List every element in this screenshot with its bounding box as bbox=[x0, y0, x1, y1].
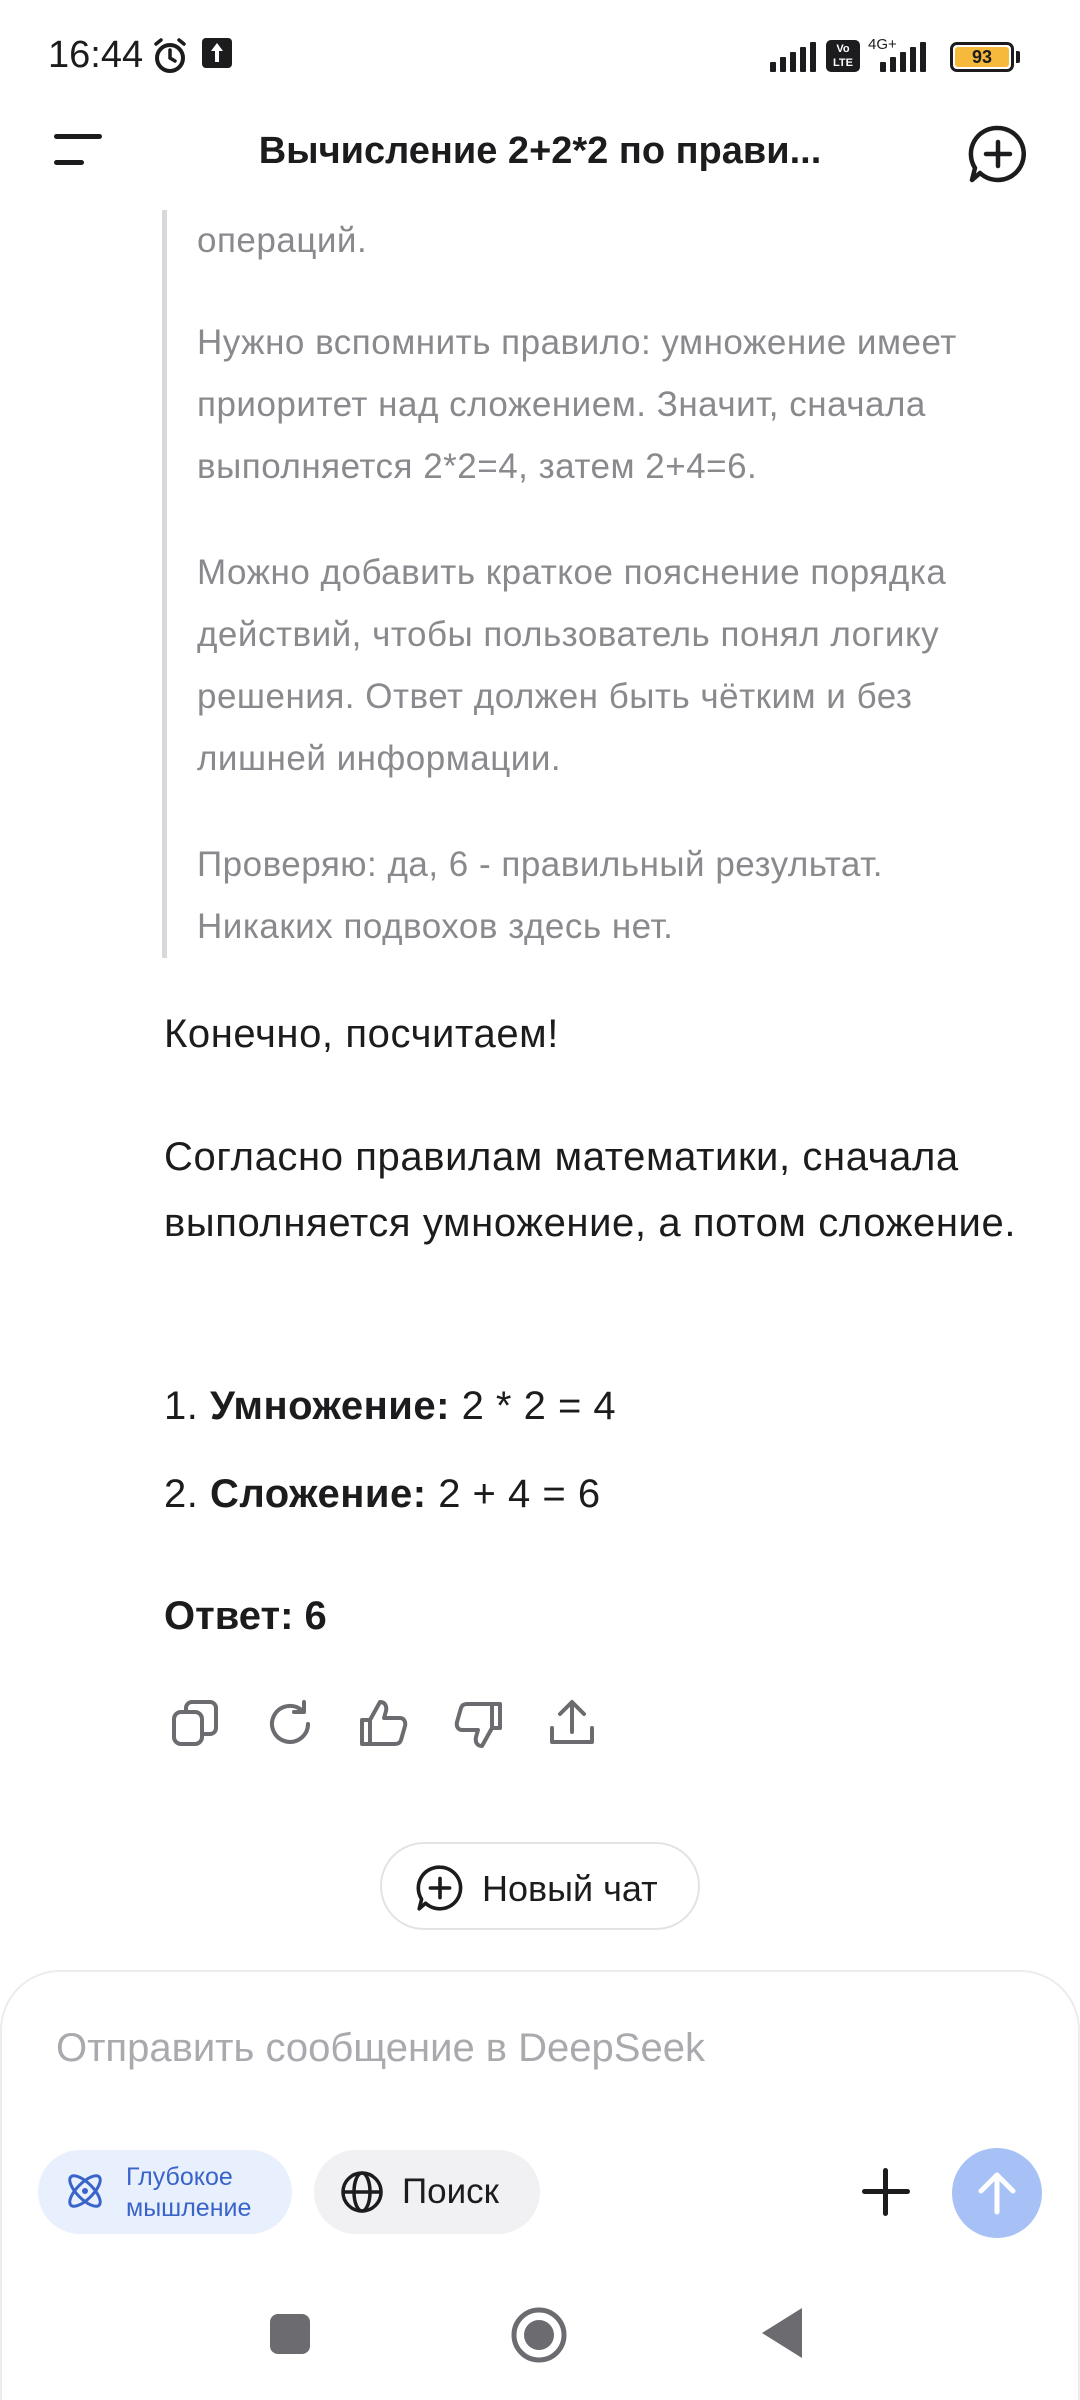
new-chat-icon bbox=[416, 1864, 464, 1912]
copy-icon[interactable] bbox=[168, 1696, 224, 1752]
signal-icon-2 bbox=[880, 40, 926, 72]
deep-think-toggle[interactable] bbox=[38, 2150, 292, 2234]
thinking-block bbox=[162, 210, 1022, 958]
step-expression: 2 + 4 = 6 bbox=[438, 1472, 601, 1516]
attach-button[interactable] bbox=[856, 2162, 916, 2222]
thinking-paragraph: Можно добавить краткое пояснение порядка действий, чтобы пользователь понял логику решения. Ответ должен быть чётким и без лишней информации. bbox=[197, 553, 947, 778]
new-chat-button[interactable] bbox=[380, 1842, 700, 1930]
answer-step bbox=[164, 1384, 616, 1429]
back-button[interactable] bbox=[762, 2308, 802, 2358]
status-bar bbox=[0, 0, 1080, 110]
search-toggle[interactable] bbox=[314, 2150, 540, 2234]
new-chat-icon[interactable] bbox=[968, 124, 1028, 184]
volte-icon: Vo LTE bbox=[826, 40, 860, 72]
arrow-up-icon bbox=[976, 2170, 1018, 2216]
send-button[interactable] bbox=[952, 2148, 1042, 2238]
step-label: Умножение: bbox=[209, 1384, 450, 1428]
final-answer: Ответ: 6 bbox=[164, 1594, 327, 1638]
recents-button[interactable] bbox=[270, 2314, 310, 2354]
menu-icon-line bbox=[54, 160, 84, 165]
system-nav-bar bbox=[0, 2290, 1080, 2400]
battery-level: 93 bbox=[955, 47, 1009, 67]
thinking-paragraph: Проверяю: да, 6 - правильный результат. Никаких подвохов здесь нет. bbox=[197, 845, 884, 946]
menu-button[interactable] bbox=[50, 132, 106, 172]
answer-step bbox=[164, 1472, 601, 1517]
menu-icon-line bbox=[54, 134, 102, 139]
alarm-icon bbox=[150, 36, 190, 76]
message-input[interactable]: Отправить сообщение в DeepSeek bbox=[56, 2026, 705, 2070]
signal-icon bbox=[770, 40, 816, 72]
network-type: 4G+ bbox=[868, 36, 897, 53]
battery-icon bbox=[950, 42, 1014, 72]
status-time: 16:44 bbox=[48, 34, 144, 76]
deep-think-label: Глубокое мышление bbox=[126, 2163, 252, 2222]
answer-rule: Согласно правилам математики, сначала выполняется умножение, а потом сложение. bbox=[164, 1135, 1017, 1245]
search-label: Поиск bbox=[402, 2172, 499, 2211]
answer-greeting: Конечно, посчитаем! bbox=[164, 1012, 559, 1056]
regenerate-icon[interactable] bbox=[262, 1696, 318, 1752]
app-header bbox=[0, 110, 1080, 192]
battery-tip bbox=[1016, 51, 1020, 63]
home-button[interactable] bbox=[510, 2306, 568, 2364]
globe-icon bbox=[340, 2170, 384, 2214]
upload-notification-icon bbox=[202, 38, 232, 68]
plus-icon bbox=[883, 2168, 888, 2216]
chat-title[interactable]: Вычисление 2+2*2 по прави... bbox=[258, 130, 822, 172]
thumbs-up-icon[interactable] bbox=[356, 1696, 412, 1752]
thinking-paragraph: операций. bbox=[197, 221, 368, 260]
thumbs-down-icon[interactable] bbox=[450, 1696, 506, 1752]
step-label: Сложение: bbox=[209, 1472, 427, 1516]
step-expression: 2 * 2 = 4 bbox=[461, 1384, 617, 1428]
thinking-paragraph: Нужно вспомнить правило: умножение имеет приоритет над сложением. Значит, сначала выполняется 2*2=4, затем 2+4=6. bbox=[197, 323, 957, 486]
step-number: 2. bbox=[164, 1472, 199, 1516]
atom-icon bbox=[62, 2168, 108, 2214]
step-number: 1. bbox=[164, 1384, 199, 1428]
share-icon[interactable] bbox=[544, 1696, 600, 1752]
new-chat-label: Новый чат bbox=[482, 1868, 658, 1909]
